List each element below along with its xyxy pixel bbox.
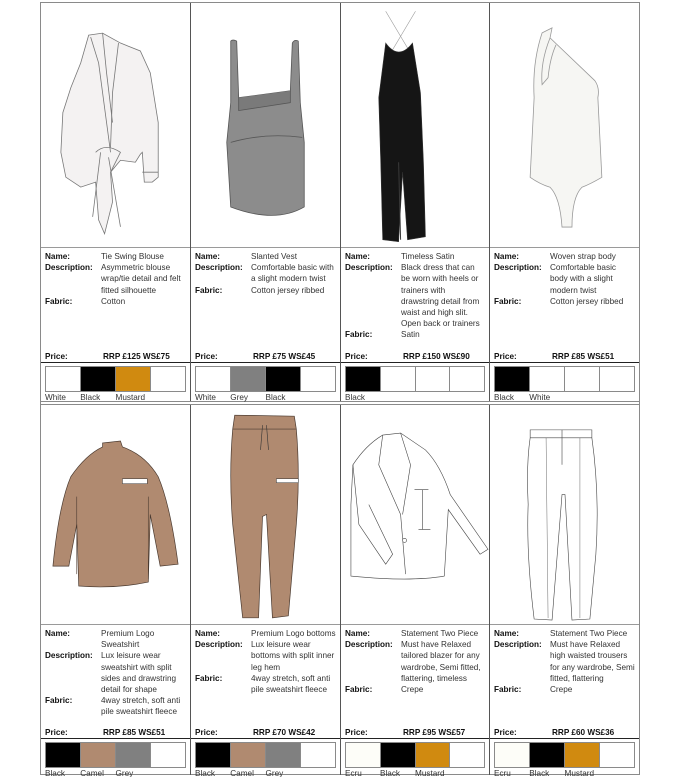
swatch-empty [450, 743, 484, 767]
swatch-label: White [529, 393, 551, 402]
product-fabric: Cotton [101, 296, 126, 306]
price-row [41, 727, 190, 739]
line-sheet-row-1 [41, 3, 639, 402]
swatch-mustard [416, 743, 451, 767]
name-label: Name: [494, 629, 520, 638]
swatch-label: Ecru [494, 769, 511, 777]
fabric-label: Fabric: [494, 685, 522, 695]
color-swatches [494, 742, 635, 768]
product-fabric: 4way stretch, soft anti pile sweatshirt fleece [101, 696, 181, 717]
swatch-black [81, 367, 116, 391]
product-description: Must have Relaxed tailored blazer for any wardrobe, Semi fitted, flattering, timeless [401, 640, 481, 683]
swatch-black [530, 743, 565, 767]
blazer-drawing-icon [341, 405, 489, 624]
product-name: Slanted Vest [251, 252, 297, 261]
product-name: Statement Two Piece [550, 629, 628, 638]
line-sheet-row-2 [41, 404, 639, 775]
fabric-label: Fabric: [195, 673, 223, 683]
swatch-grey [116, 743, 151, 767]
swatch-empty [301, 743, 335, 767]
swatch-label: Black [80, 393, 101, 402]
swatch-empty [381, 367, 416, 391]
product-price: RRP £85 WS£51 [552, 352, 615, 361]
swatch-label: White [195, 393, 216, 402]
name-label: Name: [195, 252, 221, 261]
price-row [341, 727, 489, 739]
swatch-ecru [495, 743, 530, 767]
product-card [490, 3, 639, 401]
product-price: RRP £85 WS£51 [103, 728, 166, 737]
swatch-grey [266, 743, 301, 767]
product-details [490, 248, 639, 351]
color-swatches [494, 366, 635, 392]
blouse-drawing-icon [41, 3, 190, 247]
product-card [41, 405, 191, 775]
product-details [341, 248, 489, 351]
swatch-labels [45, 769, 186, 777]
trousers-drawing-icon [490, 405, 639, 624]
product-card [490, 405, 639, 775]
swatch-empty [565, 367, 600, 391]
color-swatches [195, 742, 336, 768]
swatch-black [266, 367, 301, 391]
fabric-label: Fabric: [45, 296, 73, 306]
swatch-white [530, 367, 565, 391]
swatch-empty [151, 367, 185, 391]
swatch-mustard [116, 367, 151, 391]
name-label: Name: [45, 629, 71, 638]
price-row [341, 351, 489, 363]
product-name: Premium Logo Sweatshirt [101, 629, 155, 650]
product-name: Timeless Satin [401, 252, 455, 261]
product-description: Asymmetric blouse wrap/tie detail and felt fitted silhouette [101, 263, 181, 295]
swatch-label: Grey [115, 769, 134, 777]
product-illustration-blazer [341, 405, 489, 625]
fabric-label: Fabric: [45, 696, 73, 706]
product-price: RRP £60 WS£36 [552, 728, 615, 737]
swatch-white [46, 367, 81, 391]
price-row [41, 351, 190, 363]
product-description: Comfortable basic with a slight modern twist [251, 263, 334, 284]
product-name: Woven strap body [550, 252, 616, 261]
product-illustration-logo-sweatshirt [41, 405, 190, 625]
line-sheet [40, 2, 640, 775]
product-price: RRP £125 WS£75 [103, 352, 170, 361]
bodysuit-drawing-icon [490, 3, 639, 247]
swatch-label: Black [380, 769, 401, 777]
swatch-label: Mustard [415, 769, 445, 777]
product-price: RRP £75 WS£45 [253, 352, 316, 361]
swatch-black [381, 743, 416, 767]
swatch-black [495, 367, 530, 391]
color-swatches [45, 742, 186, 768]
swatch-label [301, 393, 336, 403]
product-description: Lux leisure wear bottoms with split inner leg hem [251, 640, 335, 672]
product-details [41, 248, 190, 351]
price-label: Price: [195, 352, 218, 361]
swatch-black [46, 743, 81, 767]
product-description: Must have Relaxed high waisted trousers for any wardrobe, Semi fitted, flattering [550, 640, 635, 683]
swatch-labels [494, 769, 635, 777]
description-label: Description: [195, 640, 243, 650]
swatch-label [415, 393, 450, 403]
swatch-empty [450, 367, 484, 391]
product-name: Statement Two Piece [401, 629, 479, 638]
description-label: Description: [345, 263, 393, 273]
product-illustration-woven-body [490, 3, 639, 248]
swatch-empty [600, 743, 634, 767]
swatch-label: Mustard [115, 393, 146, 402]
swatch-label [600, 393, 635, 403]
color-swatches [45, 366, 186, 392]
name-label: Name: [45, 252, 71, 261]
description-label: Description: [494, 640, 542, 650]
price-row [191, 727, 340, 739]
name-label: Name: [494, 252, 520, 261]
product-fabric: Cotton jersey ribbed [251, 285, 325, 295]
description-label: Description: [345, 640, 393, 650]
product-details [191, 248, 340, 351]
swatch-label [565, 393, 600, 403]
product-description: Lux leisure wear sweatshirt with split sides and drawstring detail for shape [101, 651, 177, 695]
product-illustration-satin-dress [341, 3, 489, 248]
dress-drawing-icon [341, 3, 489, 247]
swatch-label [380, 393, 415, 403]
product-name: Tie Swing Blouse [101, 252, 164, 261]
product-card [191, 405, 341, 775]
fabric-label: Fabric: [345, 330, 373, 340]
price-label: Price: [345, 352, 368, 361]
swatch-labels [345, 393, 485, 403]
swatch-label [151, 393, 186, 403]
product-card [191, 3, 341, 401]
swatch-label: Camel [230, 769, 254, 777]
name-label: Name: [195, 629, 221, 638]
joggers-drawing-icon [191, 405, 340, 624]
color-swatches [195, 366, 336, 392]
swatch-label [450, 393, 485, 403]
product-fabric: 4way stretch, soft anti pile sweatshirt fleece [251, 673, 331, 695]
product-card [341, 405, 490, 775]
swatch-label [450, 769, 485, 777]
product-details [191, 625, 340, 727]
product-details [490, 625, 639, 727]
swatch-label: Ecru [345, 769, 362, 777]
product-illustration-slanted-vest [191, 3, 340, 248]
price-label: Price: [195, 728, 218, 737]
price-label: Price: [494, 728, 517, 737]
product-name: Premium Logo bottoms [251, 629, 336, 638]
swatch-black [346, 367, 381, 391]
product-illustration-logo-bottoms [191, 405, 340, 625]
price-label: Price: [494, 352, 517, 361]
fabric-label: Fabric: [345, 685, 373, 695]
price-label: Price: [345, 728, 368, 737]
swatch-labels [45, 393, 186, 403]
price-label: Price: [45, 352, 68, 361]
swatch-labels [195, 393, 336, 403]
vest-drawing-icon [191, 3, 340, 247]
swatch-label: Camel [80, 769, 104, 777]
product-illustration-trousers [490, 405, 639, 625]
fabric-label: Fabric: [494, 296, 522, 306]
product-price: RRP £95 WS£57 [403, 728, 466, 737]
swatch-labels [494, 393, 635, 403]
product-description: Comfortable basic body with a slight modern twist [550, 263, 616, 295]
swatch-label [600, 769, 635, 777]
product-fabric: Cotton jersey ribbed [550, 296, 624, 306]
swatch-label: Black [265, 393, 286, 402]
swatch-label [151, 769, 186, 777]
swatch-empty [600, 367, 634, 391]
product-fabric: Crepe [550, 685, 573, 695]
swatch-camel [231, 743, 266, 767]
sweatshirt-drawing-icon [41, 405, 190, 624]
product-price: RRP £150 WS£90 [403, 352, 470, 361]
swatch-ecru [346, 743, 381, 767]
swatch-label: Black [494, 393, 515, 402]
swatch-label: White [45, 393, 66, 402]
product-fabric: Satin [401, 330, 420, 340]
price-row [490, 351, 639, 363]
swatch-label: Black [345, 393, 366, 402]
name-label: Name: [345, 252, 371, 261]
color-swatches [345, 366, 485, 392]
swatch-empty [151, 743, 185, 767]
swatch-label: Grey [265, 769, 284, 777]
swatch-black [196, 743, 231, 767]
swatch-empty [416, 367, 451, 391]
swatch-label [301, 769, 336, 777]
price-row [191, 351, 340, 363]
product-details [341, 625, 489, 727]
product-illustration-tie-blouse [41, 3, 190, 248]
product-description: Black dress that can be worn with heels or trainers with drawstring detail from waist and high slit. Open back or trainers [401, 263, 480, 329]
product-fabric: Crepe [401, 685, 424, 695]
color-swatches [345, 742, 485, 768]
price-row [490, 727, 639, 739]
swatch-grey [231, 367, 266, 391]
swatch-white [196, 367, 231, 391]
description-label: Description: [494, 263, 542, 273]
swatch-label: Mustard [564, 769, 595, 777]
product-card [41, 3, 191, 401]
swatch-label: Grey [230, 393, 248, 402]
swatch-label: Black [529, 769, 550, 777]
product-card [341, 3, 490, 401]
swatch-labels [345, 769, 485, 777]
product-price: RRP £70 WS£42 [253, 728, 316, 737]
description-label: Description: [45, 263, 93, 273]
price-label: Price: [45, 728, 68, 737]
name-label: Name: [345, 629, 371, 638]
swatch-label: Black [45, 769, 66, 777]
description-label: Description: [195, 263, 243, 273]
fabric-label: Fabric: [195, 285, 223, 295]
swatch-mustard [565, 743, 600, 767]
swatch-label: Black [195, 769, 216, 777]
product-details [41, 625, 190, 727]
description-label: Description: [45, 651, 93, 661]
swatch-camel [81, 743, 116, 767]
swatch-empty [301, 367, 335, 391]
swatch-labels [195, 769, 336, 777]
